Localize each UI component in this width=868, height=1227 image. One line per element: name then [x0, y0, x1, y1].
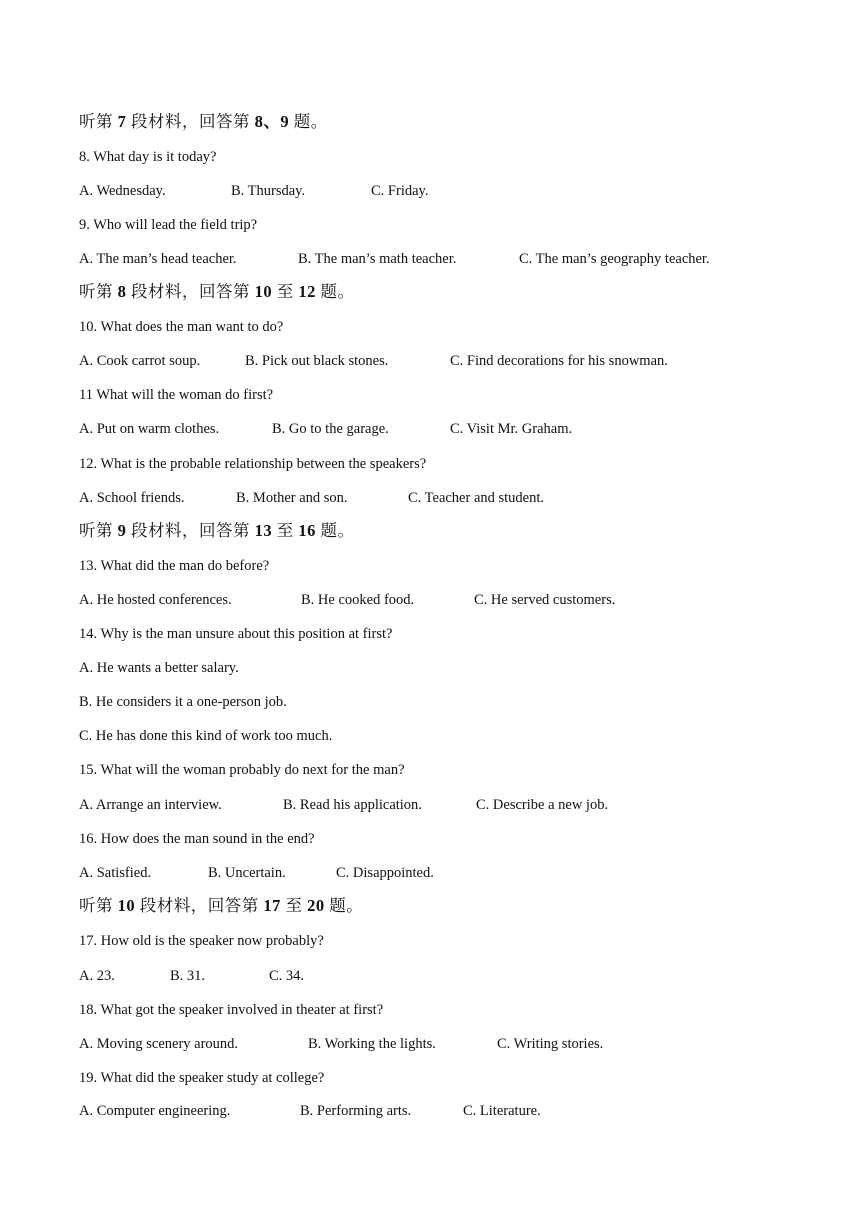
section-heading: 听第 10 段材料，回答第 17 至 20 题。 — [79, 896, 364, 915]
option-b: B. Go to the garage. — [272, 421, 389, 437]
question-text: 18. What got the speaker involved in theater at first? — [79, 1002, 384, 1018]
option-a: A. Moving scenery around. — [79, 1036, 239, 1052]
option-b: B. Uncertain. — [208, 865, 286, 881]
option-b: B. Thursday. — [231, 183, 306, 199]
option-b: B. 31. — [170, 968, 206, 984]
option-c: C. Find decorations for his snowman. — [450, 353, 668, 369]
option-c: C. Writing stories. — [497, 1036, 604, 1052]
option-b: B. Performing arts. — [300, 1103, 412, 1119]
option-b: B. Mother and son. — [236, 490, 348, 506]
question-text: 14. Why is the man unsure about this position at first? — [79, 626, 393, 642]
option-b: B. Pick out black stones. — [245, 353, 389, 369]
question-text: 10. What does the man want to do? — [79, 319, 284, 335]
question-text: 13. What did the man do before? — [79, 558, 270, 574]
question-text: 19. What did the speaker study at college? — [79, 1070, 325, 1086]
option-c: C. Teacher and student. — [408, 490, 545, 506]
option-c: C. Describe a new job. — [476, 797, 609, 813]
question-text: 17. How old is the speaker now probably? — [79, 933, 324, 949]
option-a: A. Wednesday. — [79, 183, 166, 199]
section-heading: 听第 7 段材料，回答第 8、9 题。 — [79, 112, 328, 131]
option-c: C. Friday. — [371, 183, 429, 199]
option-c: C. The man’s geography teacher. — [519, 251, 710, 267]
option-b: B. Read his application. — [283, 797, 422, 813]
option-c: C. Literature. — [463, 1103, 541, 1119]
option-c: C. Visit Mr. Graham. — [450, 421, 573, 437]
section-heading: 听第 8 段材料，回答第 10 至 12 题。 — [79, 282, 355, 301]
option-c: C. He has done this kind of work too much. — [79, 728, 333, 744]
option-a: A. Arrange an interview. — [79, 797, 222, 813]
option-a: A. Computer engineering. — [79, 1103, 231, 1119]
option-a: A. He wants a better salary. — [79, 660, 239, 676]
option-a: A. Satisfied. — [79, 865, 152, 881]
option-c: C. 34. — [269, 968, 305, 984]
question-text: 12. What is the probable relationship between the speakers? — [79, 456, 427, 472]
section-heading: 听第 9 段材料，回答第 13 至 16 题。 — [79, 521, 355, 540]
option-a: A. School friends. — [79, 490, 185, 506]
option-a: A. The man’s head teacher. — [79, 251, 237, 267]
question-text: 16. How does the man sound in the end? — [79, 831, 315, 847]
option-a: A. Put on warm clothes. — [79, 421, 220, 437]
option-b: B. The man’s math teacher. — [298, 251, 457, 267]
option-b: B. He considers it a one-person job. — [79, 694, 287, 710]
option-b: B. Working the lights. — [308, 1036, 436, 1052]
question-text: 8. What day is it today? — [79, 149, 217, 165]
option-b: B. He cooked food. — [301, 592, 415, 608]
option-c: C. Disappointed. — [336, 865, 434, 881]
question-text: 11 What will the woman do first? — [79, 387, 274, 403]
option-a: A. 23. — [79, 968, 115, 984]
question-text: 9. Who will lead the field trip? — [79, 217, 258, 233]
option-c: C. He served customers. — [474, 592, 616, 608]
question-text: 15. What will the woman probably do next for the man? — [79, 762, 405, 778]
option-a: A. Cook carrot soup. — [79, 353, 201, 369]
option-a: A. He hosted conferences. — [79, 592, 232, 608]
